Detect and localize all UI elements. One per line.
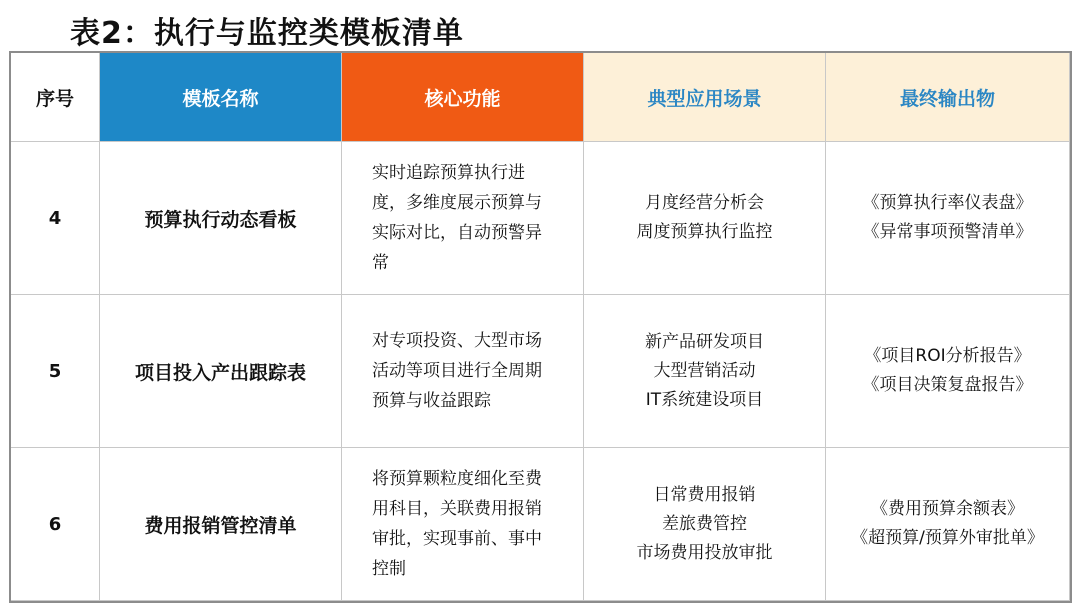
- function-line: 活动等项目进行全周期: [372, 361, 542, 381]
- scene-line: 差旅费管控: [662, 513, 747, 534]
- function-line: 实际对比，自动预警异: [372, 223, 542, 243]
- function-line: 审批，实现事前、事中: [372, 529, 542, 549]
- row-core-function: [342, 142, 584, 295]
- scene-line: 日常费用报销: [653, 484, 756, 505]
- function-line: 常: [372, 253, 389, 273]
- output-line: 《费用预算余额表》: [871, 499, 1024, 519]
- function-line: 用科目，关联费用报销: [372, 499, 542, 519]
- row-scene: [584, 142, 826, 295]
- row-scene: [584, 448, 826, 601]
- row-seq: 6: [11, 448, 100, 601]
- header-seq: 序号: [11, 53, 100, 142]
- scene-line: IT系统建设项目: [645, 389, 764, 410]
- row-seq: 4: [11, 142, 100, 295]
- function-line: 对专项投资、大型市场: [372, 331, 542, 351]
- page-title: 表2：执行与监控类模板清单: [70, 16, 464, 51]
- function-line: 将预算颗粒度细化至费: [372, 469, 542, 489]
- table-row: [11, 142, 1070, 295]
- header-core-function: 核心功能: [342, 53, 584, 142]
- scene-line: 新产品研发项目: [645, 331, 764, 352]
- row-output: [826, 448, 1070, 601]
- function-line: 度，多维度展示预算与: [372, 193, 542, 213]
- header-template-name: 模板名称: [100, 53, 342, 142]
- function-line: 实时追踪预算执行进: [372, 163, 525, 183]
- output-line: 《预算执行率仪表盘》: [862, 193, 1033, 213]
- output-line: 《异常事项预警清单》: [862, 222, 1033, 242]
- row-output: [826, 142, 1070, 295]
- row-template-name: 预算执行动态看板: [100, 142, 342, 295]
- row-scene: [584, 295, 826, 448]
- table-row: [11, 448, 1070, 601]
- header-scene: 典型应用场景: [584, 53, 826, 142]
- row-template-name: 费用报销管控清单: [100, 448, 342, 601]
- row-seq: 5: [11, 295, 100, 448]
- template-table: [10, 52, 1070, 601]
- function-line: 控制: [372, 559, 406, 579]
- scene-line: 大型营销活动: [653, 360, 756, 381]
- scene-line: 市场费用投放审批: [636, 542, 773, 563]
- output-line: 《项目ROI分析报告》: [864, 346, 1031, 366]
- scene-line: 周度预算执行监控: [636, 222, 773, 242]
- output-line: 《项目决策复盘报告》: [862, 375, 1033, 395]
- table-row: [11, 295, 1070, 448]
- table-header-row: [11, 53, 1070, 142]
- row-core-function: [342, 448, 584, 601]
- row-core-function: [342, 295, 584, 448]
- row-output: [826, 295, 1070, 448]
- row-template-name: 项目投入产出跟踪表: [100, 295, 342, 448]
- scene-line: 月度经营分析会: [645, 193, 764, 213]
- output-line: 《超预算/预算外审批单》: [851, 528, 1044, 548]
- header-output: 最终输出物: [826, 53, 1070, 142]
- function-line: 预算与收益跟踪: [372, 391, 491, 411]
